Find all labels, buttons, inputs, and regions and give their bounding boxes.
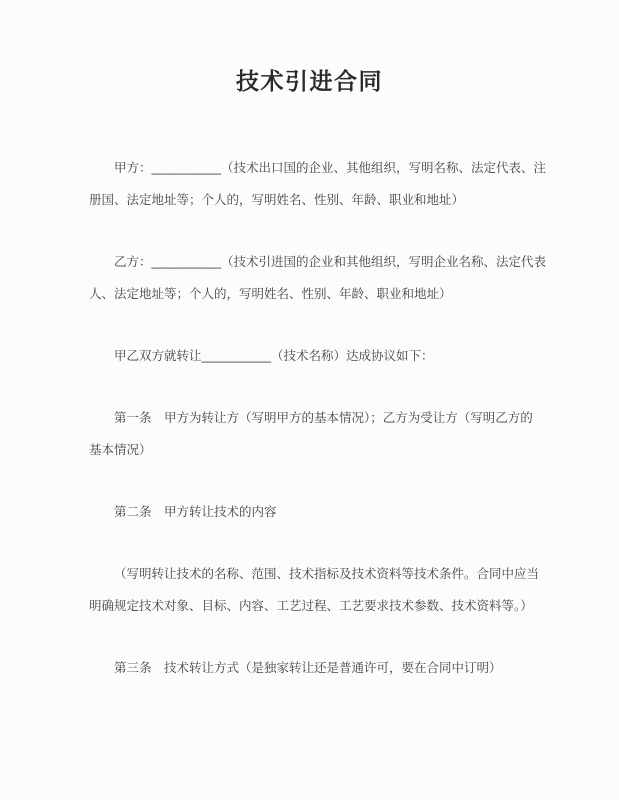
text-line: 乙方：__________（技术引进国的企业和其他组织，写明企业名称、法定代表 — [114, 255, 547, 269]
text-line: 人、法定地址等；个人的，写明姓名、性别、年龄、职业和地址） — [89, 287, 452, 301]
text-line: 册国、法定地址等；个人的，写明姓名、性别、年龄、职业和地址） — [89, 193, 465, 207]
document-title: 技术引进合同 — [236, 68, 383, 94]
paragraph-article-2 — [89, 496, 539, 528]
text-line: （写明转让技术的名称、范围、技术指标及技术资料等技术条件。合同中应当 — [114, 567, 540, 581]
paragraph-article-2-note — [89, 558, 539, 622]
text-line: 明确规定技术对象、目标、内容、工艺过程、工艺要求技术参数、技术资料等。） — [89, 599, 533, 613]
text-line: 基本情况） — [89, 443, 152, 457]
text-line: 第三条 技术转让方式（是独家转让还是普通许可，要在合同中订明） — [114, 661, 502, 675]
paragraph-article-3 — [89, 652, 539, 684]
paragraph-party-a — [89, 152, 547, 216]
text-line: 第一条 甲方为转让方（写明甲方的基本情况）；乙方为受让方（写明乙方的 — [114, 411, 533, 425]
paragraph-article-1 — [89, 402, 539, 466]
document-body — [89, 152, 547, 684]
paragraph-agreement-intro — [89, 340, 539, 372]
text-line: 甲方：__________（技术出口国的企业、其他组织，写明名称、法定代表、注 — [114, 161, 547, 175]
text-line: 甲乙双方就转让__________（技术名称）达成协议如下： — [114, 349, 434, 363]
text-line: 第二条 甲方转让技术的内容 — [114, 505, 277, 519]
paragraph-party-b — [89, 246, 547, 310]
